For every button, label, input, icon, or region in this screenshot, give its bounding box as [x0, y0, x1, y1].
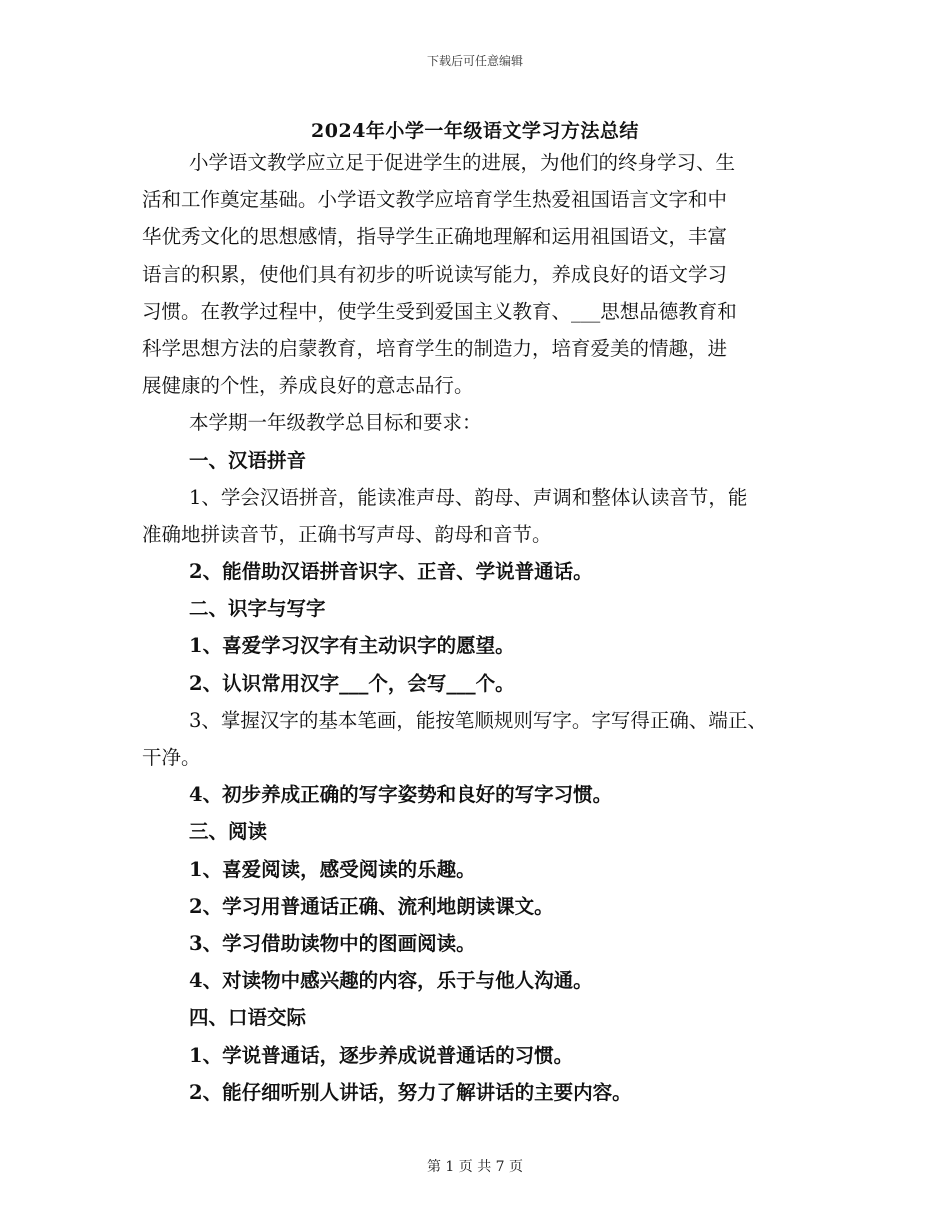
text-line: 1、学说普通话，逐步养成说普通话的习惯。: [189, 1043, 574, 1067]
text-line: 3、掌握汉字的基本笔画，能按笔顺规则写字。字写得正确、端正、: [189, 708, 767, 732]
text-line: 准确地拼读音节，正确书写声母、韵母和音节。: [142, 522, 552, 546]
text-line: 展健康的个性，养成良好的意志品行。: [142, 374, 474, 398]
text-line: 2、能借助汉语拼音识字、正音、学说普通话。: [189, 560, 593, 584]
text-line: 一、汉语拼音: [189, 448, 307, 472]
text-line: 科学思想方法的启蒙教育，培育学生的制造力，培育爱美的情趣，进: [142, 336, 728, 360]
text-line: 1、学会汉语拼音，能读准声母、韵母、声调和整体认读音节，能: [189, 485, 748, 509]
text-line: 1、喜爱阅读，感受阅读的乐趣。: [189, 857, 476, 881]
text-line: 干净。: [142, 746, 201, 769]
text-line: 活和工作奠定基础。小学语文教学应培育学生热爱祖国语言文字和中: [142, 188, 728, 212]
text-line: 习惯。在教学过程中，使学生受到爱国主义教育、___思想品德教育和: [142, 299, 737, 323]
document-body: [142, 150, 814, 1117]
text-line: 三、阅读: [189, 820, 268, 844]
page-number: 第 1 页 共 7 页: [426, 1159, 524, 1175]
text-line: 二、识字与写字: [189, 597, 326, 621]
text-line: 2、能仔细听别人讲话，努力了解讲话的主要内容。: [189, 1080, 632, 1104]
text-line: 本学期一年级教学总目标和要求：: [189, 411, 482, 435]
text-line: 华优秀文化的思想感情，指导学生正确地理解和运用祖国语文，丰富: [142, 225, 728, 249]
text-line: 四、口语交际: [189, 1006, 307, 1030]
text-line: 小学语文教学应立足于促进学生的进展，为他们的终身学习、生: [189, 151, 736, 174]
text-line: 4、对读物中感兴趣的内容，乐于与他人沟通。: [189, 969, 593, 993]
page-header-note: 下载后可任意编辑: [426, 54, 523, 68]
document-title: 2024年小学一年级语文学习方法总结: [311, 120, 639, 142]
text-line: 1、喜爱学习汉字有主动识字的愿望。: [189, 634, 515, 658]
text-line: 2、认识常用汉字___个，会写___个。: [189, 671, 515, 695]
text-line: 3、学习借助读物中的图画阅读。: [189, 931, 476, 955]
text-line: 4、初步养成正确的写字姿势和良好的写字习惯。: [189, 783, 613, 807]
text-line: 语言的积累，使他们具有初步的听说读写能力，养成良好的语文学习: [142, 262, 728, 286]
text-line: 2、学习用普通话正确、流利地朗读课文。: [189, 894, 554, 918]
